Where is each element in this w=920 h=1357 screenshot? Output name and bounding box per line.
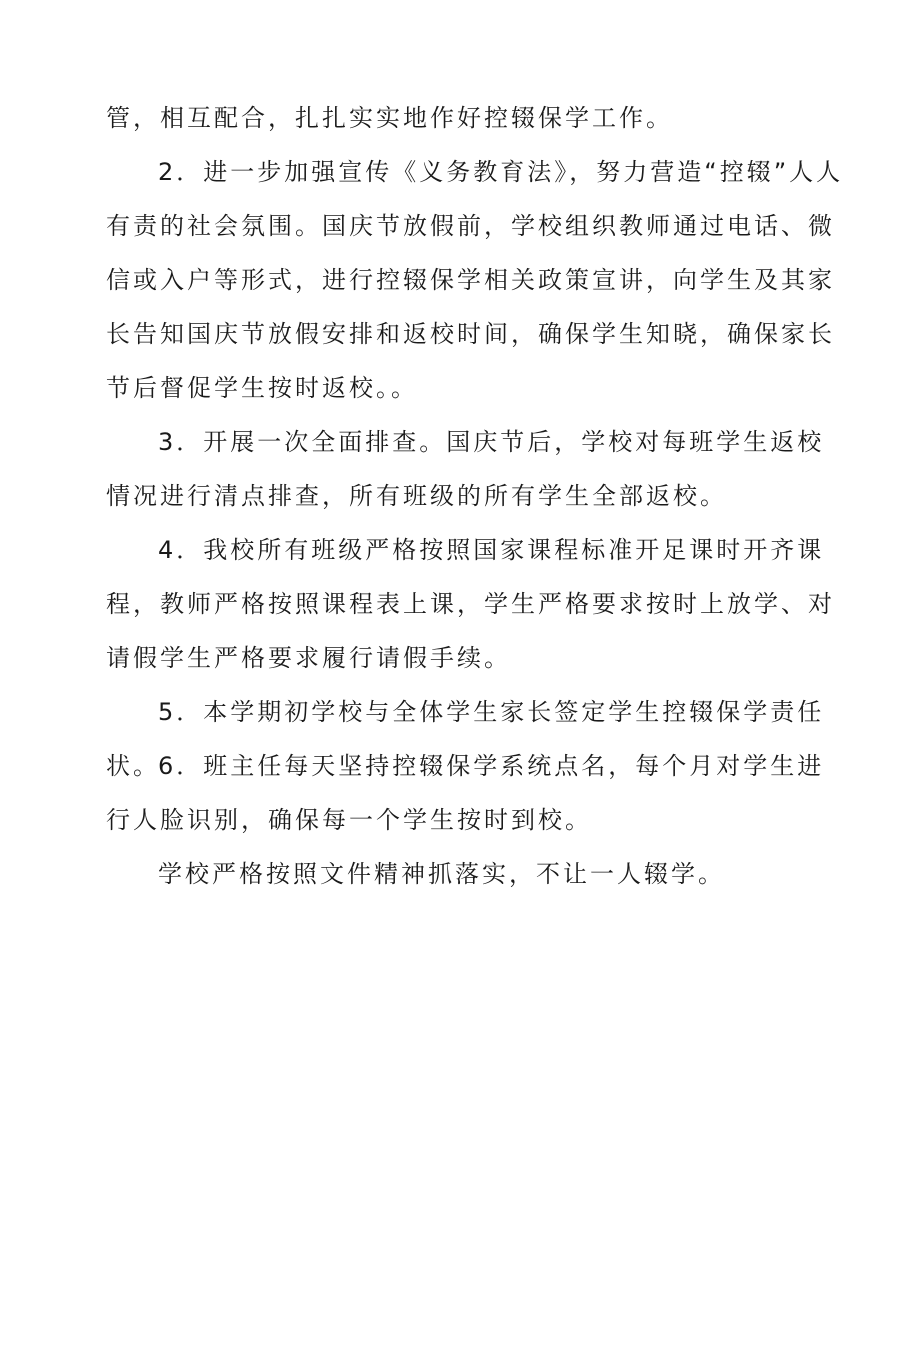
paragraph-item-5: 5．本学期初学校与全体学生家长签定学生控辍保学责任状。 <box>106 698 825 780</box>
paragraph-item-4: 4．我校所有班级严格按照国家课程标准开足课时开齐课程，教师严格按照课程表上课，学生严格要求按时上放学、对请假学生严格要求履行请假手续。 <box>106 536 835 672</box>
paragraph-continuation: 管，相互配合，扎扎实实地作好控辍保学工作。 <box>106 104 673 132</box>
paragraph-conclusion: 学校严格按照文件精神抓落实，不让一人辍学。 <box>158 860 725 888</box>
paragraph-item-6: 6．班主任每天坚持控辍保学系统点名，每个月对学生进行人脸识别，确保每一个学生按时到校。 <box>106 752 825 834</box>
paragraph-item-3: 3．开展一次全面排查。国庆节后，学校对每班学生返校情况进行清点排查，所有班级的所有学生全部返校。 <box>106 428 825 510</box>
paragraph-item-2: 2．进一步加强宣传《义务教育法》，努力营造“控辍”人人有责的社会氛围。国庆节放假前，学校组织教师通过电话、微信或入户等形式，进行控辍保学相关政策宣讲，向学生及其家长告知国庆节放假安排和返校时间，确保学生知晓，确保家长节后督促学生按时返校。。 <box>106 158 844 402</box>
